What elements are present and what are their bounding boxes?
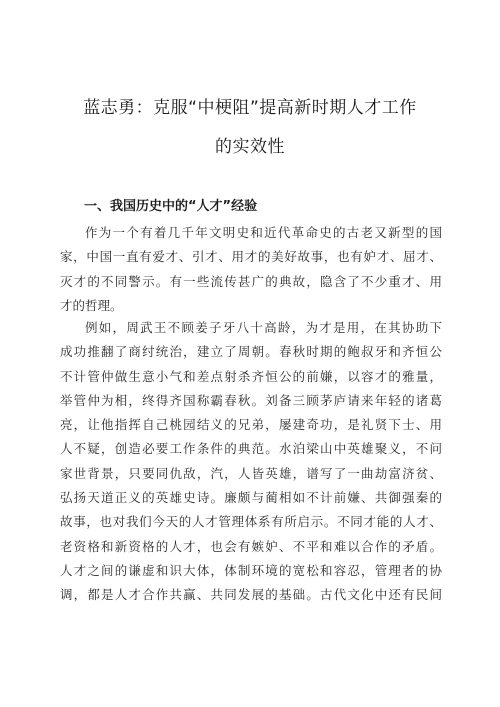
paragraph-line: 家，中国一直有爱才、引才、用才的美好故事，也有妒才、屈才、 [60,249,442,265]
paragraph-line: 老资格和新资格的人才，也会有嫉妒、不平和难以合作的矛盾。 [60,538,442,554]
section-heading: 一、我国历史中的“人才”经验 [84,199,258,214]
document-title-line-1: 蓝志勇：克服“中梗阻”提高新时期人才工作 [83,98,417,118]
paragraph-line: 灭才的不同警示。有一些流传甚广的典故，隐含了不少重才、用 [60,273,442,289]
paragraph-line: 故事，也对我们今天的人才管理体系有所启示。不同才能的人才、 [60,514,442,530]
paragraph-line: 弘扬天道正义的英雄史诗。廉颇与蔺相如不计前嫌、共御强秦的 [60,490,442,506]
paragraph-line: 人不疑，创造必要工作条件的典范。水泊梁山中英雄聚义，不问 [60,441,442,457]
paragraph-line: 人才之间的谦虚和识大体，体制环境的宽松和容忍，管理者的协 [60,562,442,578]
paragraph-line: 才的哲理。 [60,297,123,313]
paragraph-line: 成功推翻了商纣统治，建立了周朝。春秋时期的鲍叔牙和齐恒公 [60,344,442,360]
paragraph-line: 家世背景，只要同仇敌，汽，人皆英雄，谱写了一曲劫富济贫、 [60,465,442,481]
paragraph-line: 作为一个有着几千年文明史和近代革命史的古老又新型的国 [85,225,442,240]
paragraph-line: 不计管仲做生意小气和差点射杀齐恒公的前嫌，以容才的雅量， [60,368,442,384]
paragraph-line: 亮，让他指挥自己桃园结义的兄弟，屡建奇功，是礼贤下士、用 [60,417,442,433]
paragraph-line: 例如，周武王不顾姜子牙八十高龄，为才是用，在其协助下 [85,320,442,335]
paragraph-2 [60,316,442,608]
paragraph-1 [60,221,442,318]
paragraph-line: 举管仲为相，终得齐国称霸春秋。刘备三顾茅庐请来年轻的诸葛 [60,392,442,408]
paragraph-line: 调，都是人才合作共赢、共同发展的基础。古代文化中还有民间 [60,587,442,603]
document-title-line-2: 的实效性 [215,137,285,157]
